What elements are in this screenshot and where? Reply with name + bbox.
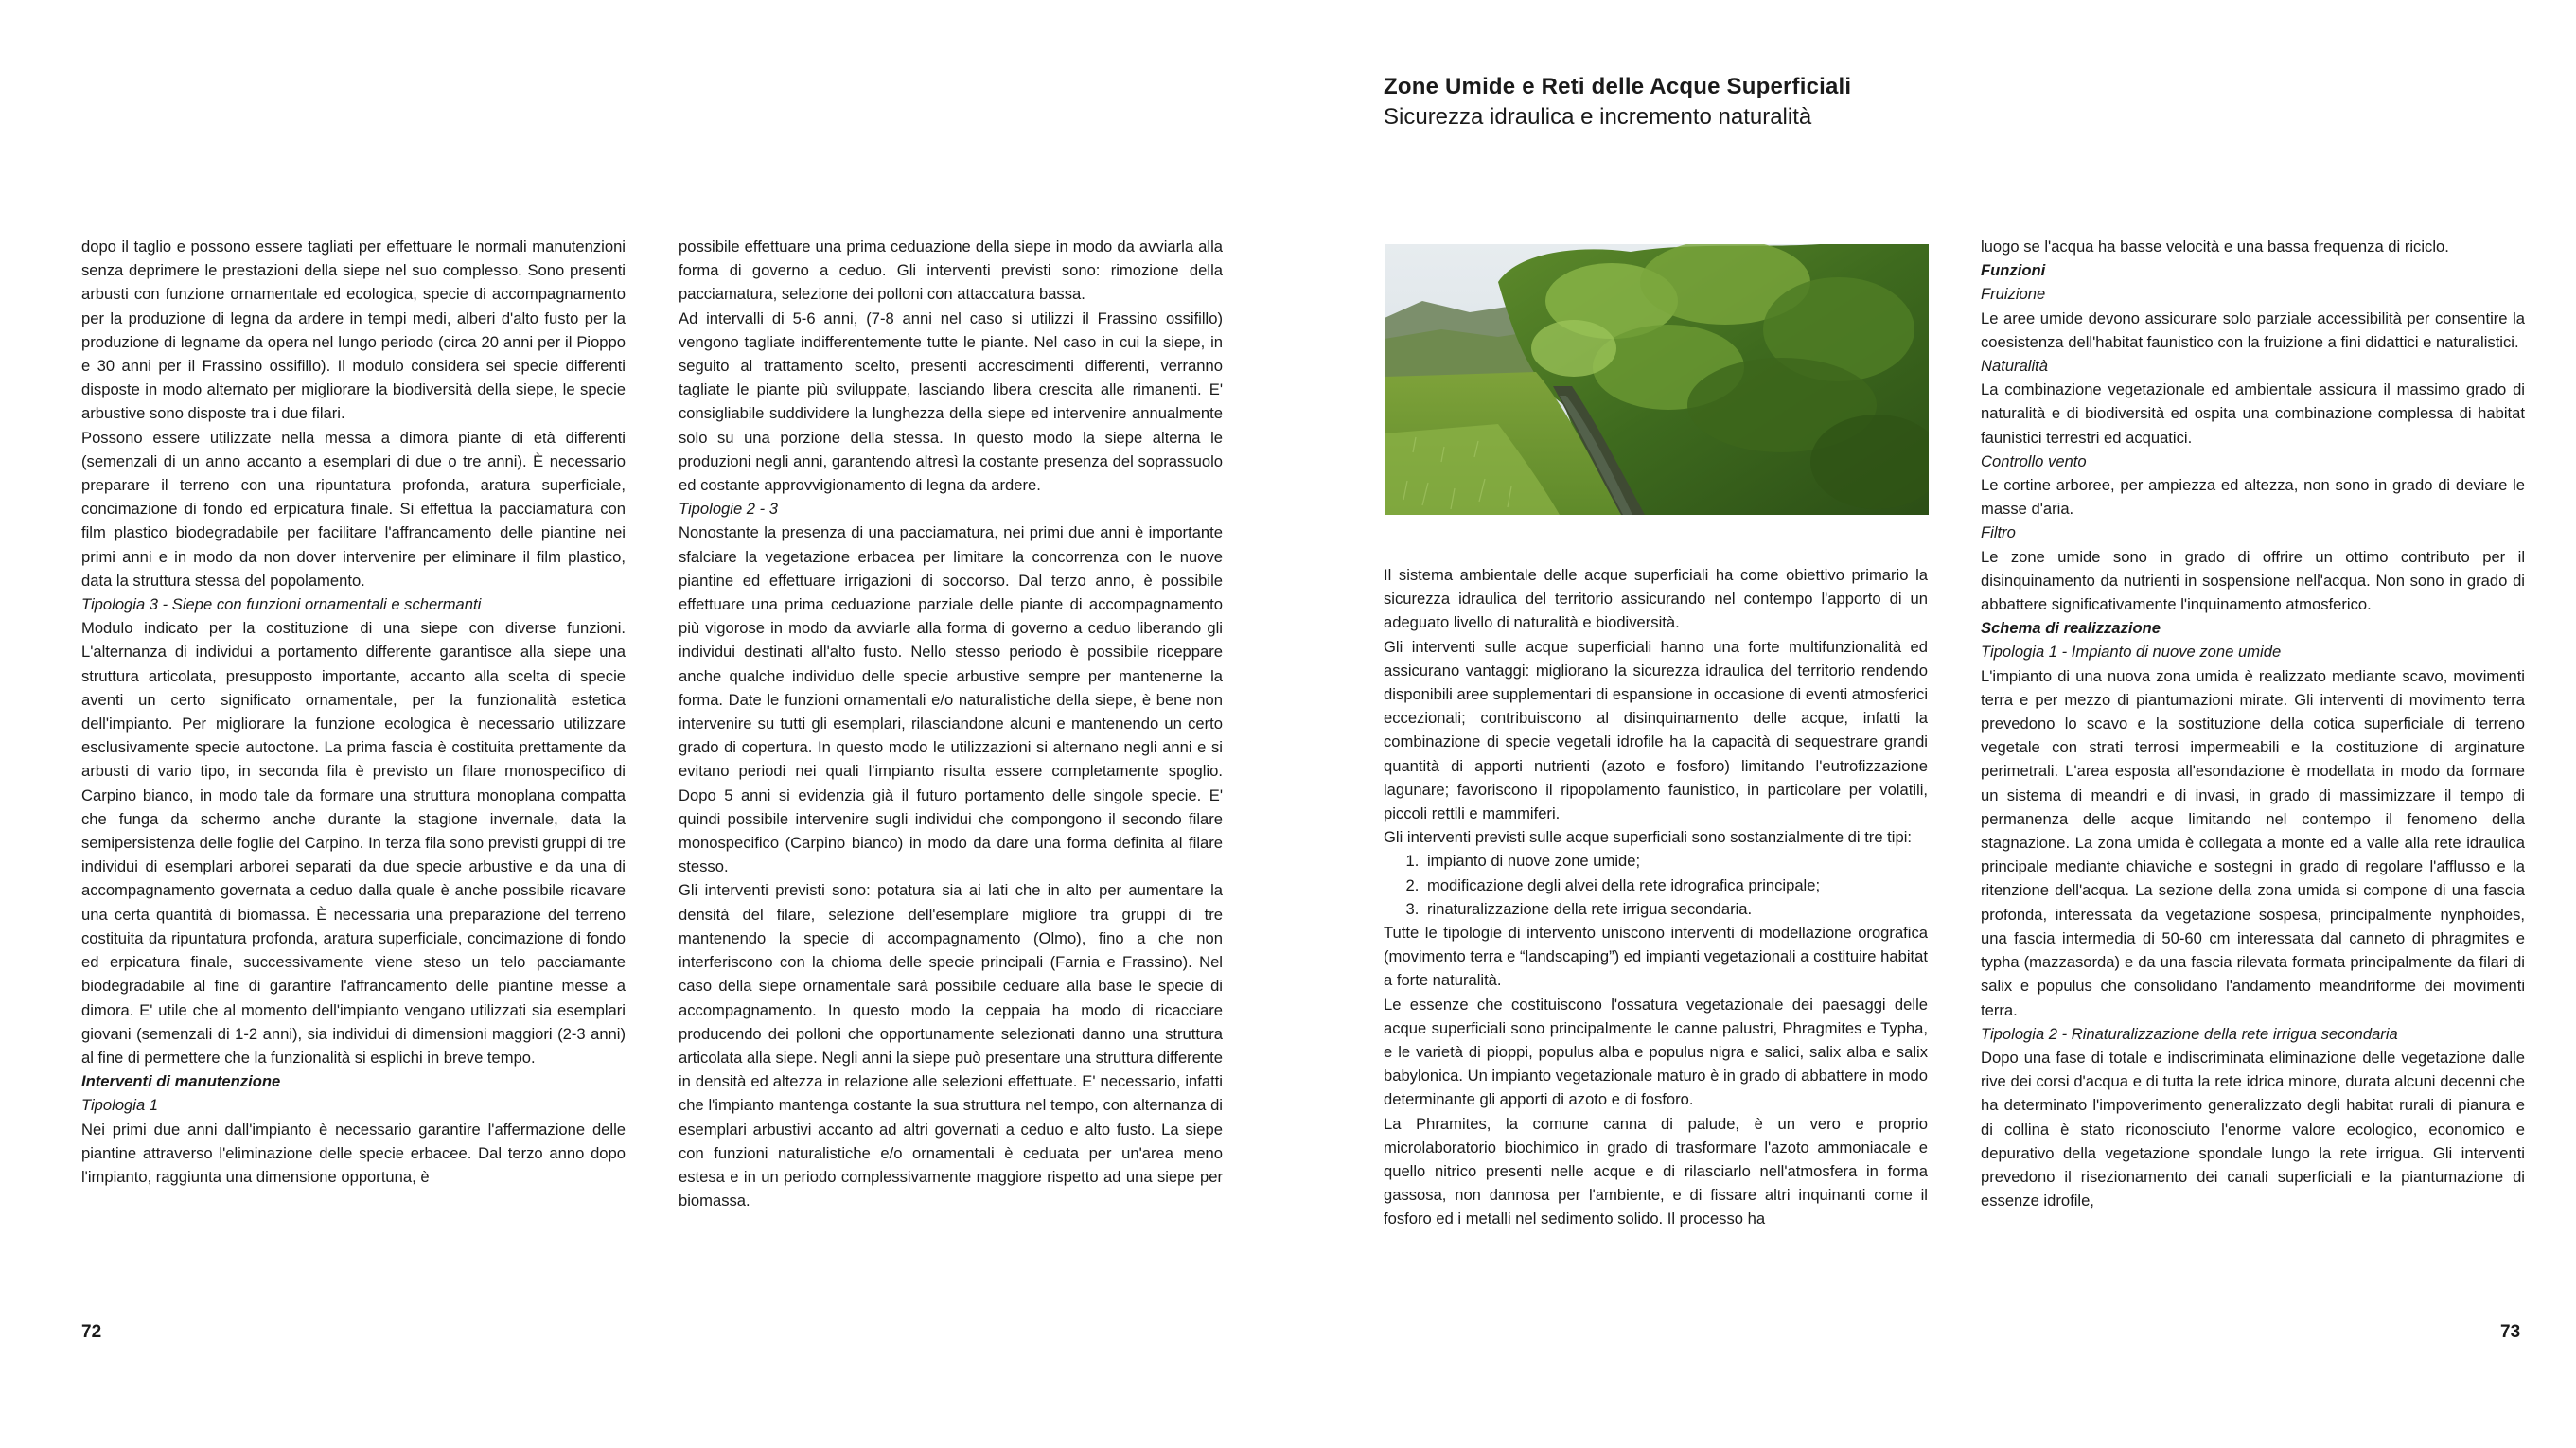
section-heading: Interventi di manutenzione (81, 1072, 281, 1091)
subheading: Controllo vento (1981, 451, 2087, 470)
paragraph: La combinazione vegetazionale ed ambientale assicura il massimo grado di naturalità e di biodiversità ed ospita una combinazione complessa di habitat faunistici terrestri ed acquatici. (1981, 380, 2525, 447)
subheading: Tipologia 2 - Rinaturalizzazione della rete irrigua secondaria (1981, 1024, 2398, 1043)
section-heading: Schema di realizzazione (1981, 619, 2161, 638)
wetland-photo (1385, 244, 1929, 515)
subheading: Tipologia 3 - Siepe con funzioni ornamentali e schermanti (81, 595, 482, 614)
paragraph: dopo il taglio e possono essere tagliati per effettuare le normali manutenzioni senza deprimere le prestazioni della siepe nel suo complesso. Sono presenti arbusti con funzione ornamentale ed ecologica, specie di accompagnamento per la produzione di legna da ardere in tempi medi, alberi d'alto fusto per la produzione di legname da opera nel lungo periodo (circa 20 anni per il Pioppo e 30 anni per il Frassino ossifillo). Il modulo considera sei specie differenti disposte in modo alternato per migliorare la biodiversità della siepe, le specie arbustive sono disposte tra i due filari. (81, 238, 626, 423)
paragraph: Gli interventi previsti sulle acque superficiali sono sostanzialmente di tre tipi: (1384, 828, 1912, 847)
paragraph: Nei primi due anni dall'impianto è necessario garantire l'affermazione delle piantine attraverso l'eliminazione delle specie erbacee. Dal terzo anno dopo l'impianto, raggiunta una dimensione opportuna, è (81, 1120, 626, 1186)
section-title: Zone Umide e Reti delle Acque Superficiali (1384, 74, 1852, 99)
list-item: 2. modificazione degli alvei della rete idrografica principale; (1423, 874, 1928, 897)
paragraph: Nonostante la presenza di una pacciamatura, nei primi due anni è importante sfalciare la vegetazione erbacea per limitare la concorrenza con le nuove piantine ed effettuare irrigazioni di soccorso. Dal terzo anno, è possibile effettuare una prima ceduazione parziale delle piante di accompagnamento più vigorose in modo da avviarle alla forma di governo a ceduo liberando gli individui destinati all'alto fusto. Nello stesso periodo è possibile riceppare anche qualche individuo delle specie arbustive sempre per mantenerne la forma. Date le funzioni ornamentali e/o naturalistiche della siepe, è bene non intervenire su tutti gli esemplari, rilasciandone alcuni e mantenendo un certo grado di copertura. In questo modo le utilizzazioni si alternano negli anni e si evitano periodi nei quali l'impianto risulta essere completamente spoglio. Dopo 5 anni si evidenzia già il futuro portamento delle singole specie. E' quindi possibile intervenire sugli individui che compongono il secondo filare monospecifico (Carpino bianco) in modo da dare una forma definita al filare stesso. (679, 523, 1223, 876)
paragraph: Modulo indicato per la costituzione di una siepe con diverse funzioni. L'alternanza di individui a portamento differente garantisce alla siepe una struttura articolata, presupposto importante, accanto alla scelta di specie aventi un certo significato ornamentale, per la funzionalità estetica dell'impianto. Per migliorare la funzione ecologica è necessario utilizzare esclusivamente specie autoctone. La prima fascia è costituita prettamente da arbusti di vario tipo, in seconda fila è previsto un filare monospecifico di Carpino bianco, in modo tale da formare una struttura monoplana compatta che funga da schermo anche durante la stagione invernale, data la semipersistenza delle foglie del Carpino. In terza fila sono previsti gruppi di tre individui di esemplari arborei separati da due specie arbustive e da una di accompagnamento governata a ceduo dalla quale è anche possibile ricavare una certa quantità di biomassa. È necessaria una preparazione del terreno costituita da ripuntatura profonda, aratura superficiale, concimazione di fondo ed erpicatura finale, successivamente viene steso un telo pacciamante biodegradabile al fine di garantire l'affrancamento delle piantine messe a dimora. E' utile che al momento dell'impianto vengano utilizzati sia esemplari giovani (semenzali di 1-2 anni), sia individui di dimensioni maggiori (2-3 anni) al fine di permettere che la funzionalità si esplichi in breve tempo. (81, 619, 626, 1067)
paragraph: Dopo una fase di totale e indiscriminata eliminazione delle vegetazione dalle rive dei corsi d'acqua e di tutta la rete idrica minore, durata alcuni decenni che ha determinato l'impoverimento generalizzato degli habitat rurali di pianura e di collina è stato riconosciuto l'enorme valore ecologico, economico e depurativo della vegetazione spondale lungo la rete irrigua. Gli interventi prevedono il risezionamento dei canali superficiali e la piantumazione di essenze idrofile, (1981, 1048, 2525, 1210)
page-number-right: 73 (2500, 1322, 2521, 1342)
text-column-1 (81, 235, 626, 1189)
subheading: Fruizione (1981, 285, 2046, 304)
list-item: 1. impianto di nuove zone umide; (1423, 849, 1928, 873)
intervention-list (1384, 849, 1928, 921)
paragraph: Le aree umide devono assicurare solo parziale accessibilità per consentire la coesistenza dell'habitat faunistico con la fruizione a fini didattici e naturalistici. (1981, 309, 2525, 351)
paragraph: Gli interventi sulle acque superficiali hanno una forte multifunzionalità ed assicurano vantaggi: migliorano la sicurezza idraulica del territorio rendendo disponibili aree supplementari di espansione in occasione di eventi atmosferici eccezionali; contribuiscono al disinquinamento delle acque, infatti la combinazione di specie vegetali idrofile ha la capacità di sequestrare grandi quantità di apporti nutrienti (azoto e fosforo) limitando l'eutrofizzazione lagunare; favoriscono il ripopolamento faunistico, in particolare per volatili, piccoli rettili e mammiferi. (1384, 637, 1928, 823)
paragraph: L'impianto di una nuova zona umida è realizzato mediante scavo, movimenti terra e per mezzo di piantumazioni mirate. Gli interventi di movimento terra prevedono lo scavo e la sostituzione della cotica superficiale di terreno vegetale con strati terrosi impermeabili e la costituzione di arginature perimetrali. L'area esposta all'esondazione è modellata in modo da formare un sistema di meandri e di invasi, in grado di massimizzare il tempo di permanenza delle acque limitando nel contempo il fenomeno della stagnazione. La zona umida è collegata a monte ed a valle alla rete idraulica principale mediante chiaviche e sostegni in grado di regolare l'afflusso e la ritenzione dell'acqua. La sezione della zona umida si compone di una fascia profonda, interessata da vegetazione sospesa, principalmente nynphoides, una fascia intermedia di 50-60 cm interessata dal canneto di phragmites e typha (mazzasorda) e da una fascia rilevata formata principalmente da filari di salix e populus che consolidano l'andamento meandriforme dei movimenti terra. (1981, 666, 2525, 1019)
paragraph: Possono essere utilizzate nella messa a dimora piante di età differenti (semenzali di un anno accanto a esemplari di due o tre anni). È necessario preparare il terreno con una ripuntatura profonda, aratura superficiale, concimazione di fondo ed erpicatura finale. Si effettua la pacciamatura con film plastico biodegradabile per facilitare l'affrancamento delle piantine nei primi anni e in modo da non dover intervenire per eliminare il film plastico, data la struttura stessa del popolamento. (81, 428, 626, 590)
page-number-left: 72 (81, 1322, 102, 1342)
subheading: Filtro (1981, 523, 2016, 542)
subheading: Tipologie 2 - 3 (679, 500, 779, 519)
paragraph: Ad intervalli di 5-6 anni, (7-8 anni nel caso si utilizzi il Frassino ossifillo) vengono tagliate indifferentemente tutte le piante. Nel caso in cui la siepe, in seguito al trattamento scelto, presenti accrescimenti differenti, verranno tagliate le piante più sviluppate, lasciando libera crescita alle rimanenti. E' consigliabile suddividere la lunghezza della siepe ed intervenire annualmente solo su una porzione della stessa. In questo modo la siepe alterna le produzioni negli anni, garantendo altresì la costante presenza del soprassuolo ed costante approvvigionamento di legna da ardere. (679, 309, 1223, 495)
subheading: Tipologia 1 (81, 1096, 159, 1115)
paragraph: Le essenze che costituiscono l'ossatura vegetazionale dei paesaggi delle acque superficiali sono principalmente le canne palustri, Phragmites e Typha, e le varietà di pioppi, populus alba e populus nigra e salici, salix alba e salix babylonica. Un impianto vegetazionale maturo è in grado di abbattere in modo determinante gli apporti di azoto e di fosforo. (1384, 995, 1928, 1109)
subheading: Tipologia 1 - Impianto di nuove zone umide (1981, 643, 2282, 662)
paragraph: Il sistema ambientale delle acque superficiali ha come obiettivo primario la sicurezza idraulica del territorio assicurando nel contempo l'apporto di un adeguato livello di naturalità e biodiversità. (1384, 566, 1928, 632)
list-item: 3. rinaturalizzazione della rete irrigua secondaria. (1423, 897, 1928, 921)
paragraph: Le cortine arboree, per ampiezza ed altezza, non sono in grado di deviare le masse d'aria. (1981, 476, 2525, 519)
section-heading: Funzioni (1981, 261, 2046, 280)
paragraph: Le zone umide sono in grado di offrire un ottimo contributo per il disinquinamento da nutrienti in sospensione nell'acqua. Non sono in grado di abbattere significativamente l'inquinamento atmosferico. (1981, 547, 2525, 614)
text-column-4 (1981, 235, 2525, 1212)
hedgerow-canal-image (1385, 244, 1929, 515)
text-column-3 (1384, 563, 1928, 1231)
text-column-2 (679, 235, 1223, 1212)
subheading: Naturalità (1981, 357, 2049, 376)
paragraph: luogo se l'acqua ha basse velocità e una bassa frequenza di riciclo. (1981, 238, 2449, 256)
paragraph: possibile effettuare una prima ceduazione della siepe in modo da avviarla alla forma di governo a ceduo. Gli interventi previsti sono: rimozione della pacciamatura, selezione dei polloni con attaccatura bassa. (679, 238, 1223, 304)
paragraph: Tutte le tipologie di intervento uniscono interventi di modellazione orografica (movimento terra e “landscaping”) ed impianti vegetazionali a costituire habitat a forte naturalità. (1384, 924, 1928, 990)
paragraph: Gli interventi previsti sono: potatura sia ai lati che in alto per aumentare la densità del filare, selezione dell'esemplare migliore tra gruppi di tre mantenendo la specie di accompagnamento (Olmo), fino a che non interferiscono con la chioma delle specie principali (Farnia e Frassino). Nel caso della siepe ornamentale sarà possibile ceduare alla base le specie di accompagnamento. In questo modo la ceppaia ha modo di ricacciare producendo dei polloni che opportunamente selezionati danno una struttura articolata alla siepe. Negli anni la siepe può presentare una struttura differente in densità ed altezza in relazione alle selezioni effettuate. E' necessario, infatti che l'impianto mantenga costante la sua struttura nel tempo, con alternanza di esemplari arbustivi accanto ad altri governati a ceduo e alto fusto. La siepe con funzioni naturalistiche e/o ornamentali è ceduata per un'area meno estesa e in un periodo complessivamente maggiore rispetto ad una siepe per biomassa. (679, 881, 1223, 1210)
paragraph: La Phramites, la comune canna di palude, è un vero e proprio microlaboratorio biochimico in grado di trasformare l'azoto ammoniacale e quello nitrico presenti nelle acque e di rilasciarlo nell'atmosfera in forma gassosa, non dannosa per l'ambiente, e di fissare altri inquinanti come il fosforo ed i metalli nel sedimento solido. Il processo ha (1384, 1114, 1928, 1228)
section-subtitle: Sicurezza idraulica e incremento naturalità (1384, 104, 1812, 130)
